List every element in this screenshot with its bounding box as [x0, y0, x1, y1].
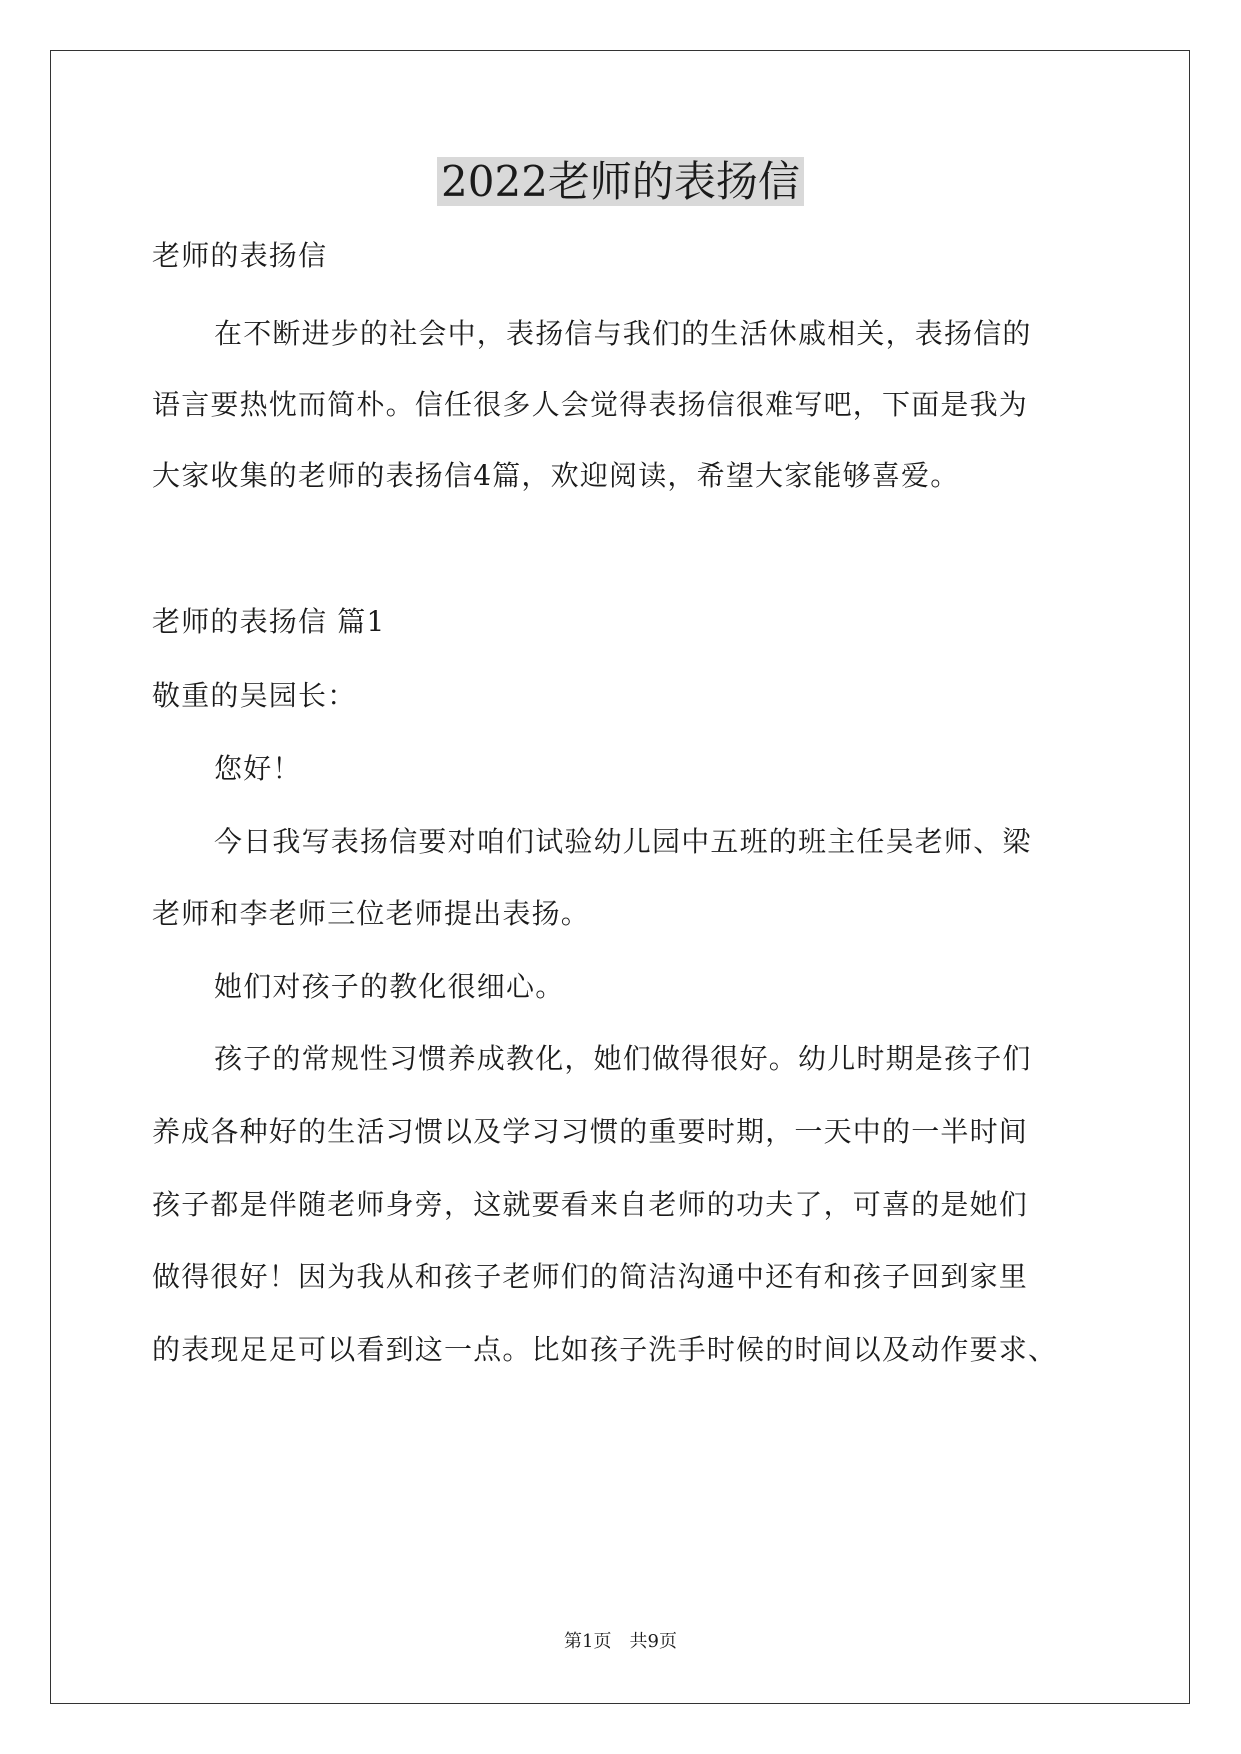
paragraph-line: 养成各种好的生活习惯以及学习习惯的重要时期，一天中的一半时间	[152, 1115, 1029, 1148]
paragraph-line: 她们对孩子的教化很细心。	[214, 970, 565, 1003]
paragraph-line: 的表现足足可以看到这一点。比如孩子洗手时候的时间以及动作要求、	[152, 1333, 1058, 1366]
subtitle-line: 老师的表扬信	[152, 239, 328, 272]
paragraph-line: 孩子的常规性习惯养成教化，她们做得很好。幼儿时期是孩子们	[214, 1042, 1032, 1075]
paragraph-line: 语言要热忱而简朴。信任很多人会觉得表扬信很难写吧，下面是我为	[152, 388, 1029, 421]
paragraph-line: 孩子都是伴随老师身旁，这就要看来自老师的功夫了，可喜的是她们	[152, 1188, 1029, 1221]
document-title: 2022老师的表扬信	[0, 152, 1241, 212]
paragraph-line: 在不断进步的社会中，表扬信与我们的生活休戚相关，表扬信的	[214, 317, 1032, 350]
paragraph-line: 老师和李老师三位老师提出表扬。	[152, 897, 591, 930]
paragraph-line: 今日我写表扬信要对咱们试验幼儿园中五班的班主任吴老师、梁	[214, 825, 1032, 858]
page-total: 共9页	[629, 1631, 677, 1652]
paragraph-line: 大家收集的老师的表扬信4篇，欢迎阅读，希望大家能够喜爱。	[152, 459, 960, 492]
greeting: 您好！	[214, 752, 302, 785]
section-heading: 老师的表扬信 篇1	[152, 605, 386, 638]
page-frame	[50, 50, 1190, 1704]
page-number: 第1页	[564, 1631, 612, 1652]
page-footer	[0, 1630, 1241, 1654]
paragraph-line: 做得很好！因为我从和孩子老师们的简洁沟通中还有和孩子回到家里	[152, 1260, 1029, 1293]
salutation: 敬重的吴园长：	[152, 679, 357, 712]
